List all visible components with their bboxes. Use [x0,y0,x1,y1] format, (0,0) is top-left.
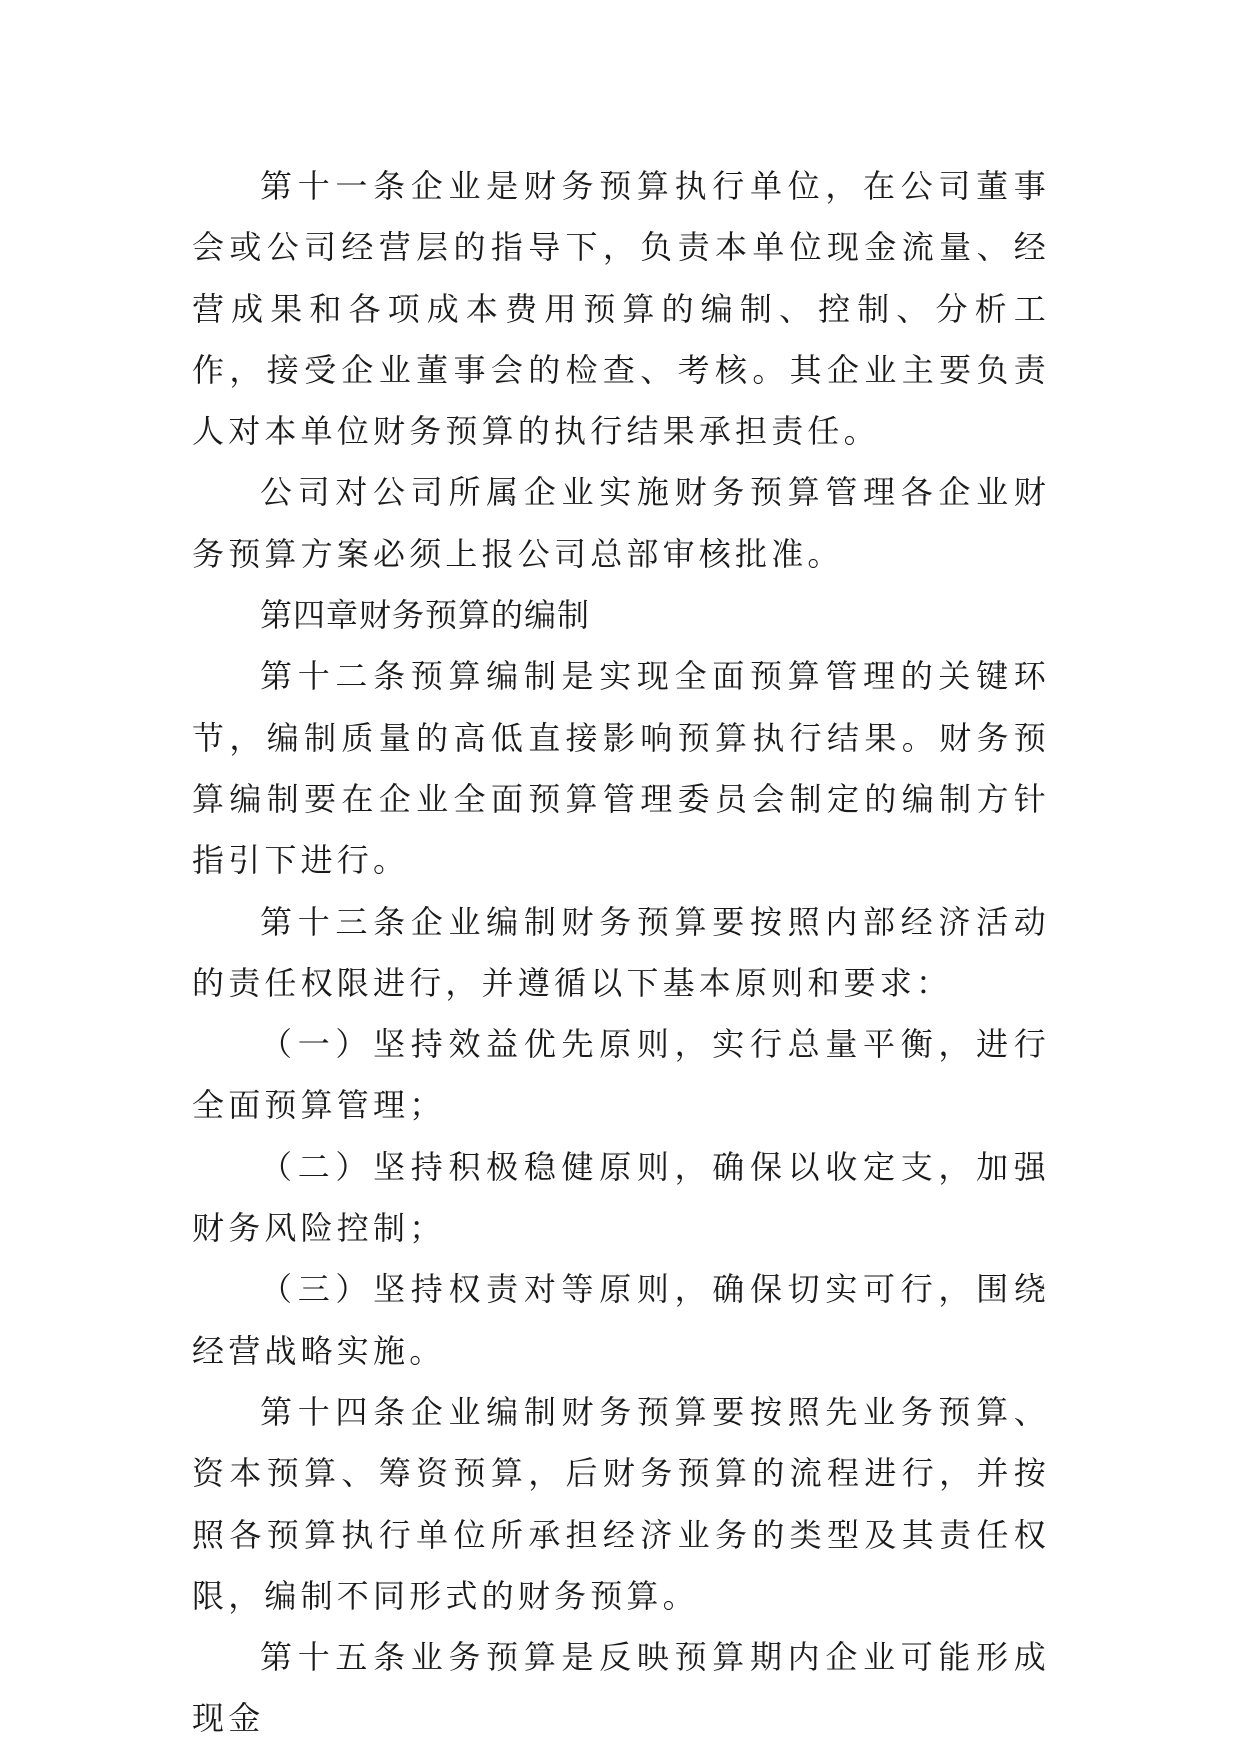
list-item-principle-3: （三）坚持权责对等原则，确保切实可行，围绕经营战略实施。 [192,1270,1050,1370]
paragraph-article-13: 第十三条企业编制财务预算要按照内部经济活动的责任权限进行，并遵循以下基本原则和要求： [192,902,1050,1002]
paragraph-article-11: 第十一条企业是财务预算执行单位，在公司董事会或公司经营层的指导下，负责本单位现金流量、经营成果和各项成本费用预算的编制、控制、分析工作，接受企业董事会的检查、考核。其企业主要负责人对本单位财务预算的执行结果承担责任。 [192,167,1050,451]
paragraph-article-15: 第十五条业务预算是反映预算期内企业可能形成现金 [192,1638,1050,1738]
list-item-principle-1: （一）坚持效益优先原则，实行总量平衡，进行全面预算管理； [192,1025,1050,1125]
paragraph-article-14: 第十四条企业编制财务预算要按照先业务预算、资本预算、筹资预算，后财务预算的流程进行，并按照各预算执行单位所承担经济业务的类型及其责任权限，编制不同形式的财务预算。 [192,1392,1050,1615]
paragraph-budget-approval: 公司对公司所属企业实施财务预算管理各企业财务预算方案必须上报公司总部审核批准。 [192,473,1050,573]
chapter-heading: 第四章财务预算的编制 [260,596,591,635]
document-body [192,156,1050,1750]
list-item-principle-2: （二）坚持积极稳健原则，确保以收定支，加强财务风险控制； [192,1147,1050,1248]
paragraph-article-12: 第十二条预算编制是实现全面预算管理的关键环节，编制质量的高低直接影响预算执行结果。财务预算编制要在企业全面预算管理委员会制定的编制方针指引下进行。 [192,657,1050,880]
